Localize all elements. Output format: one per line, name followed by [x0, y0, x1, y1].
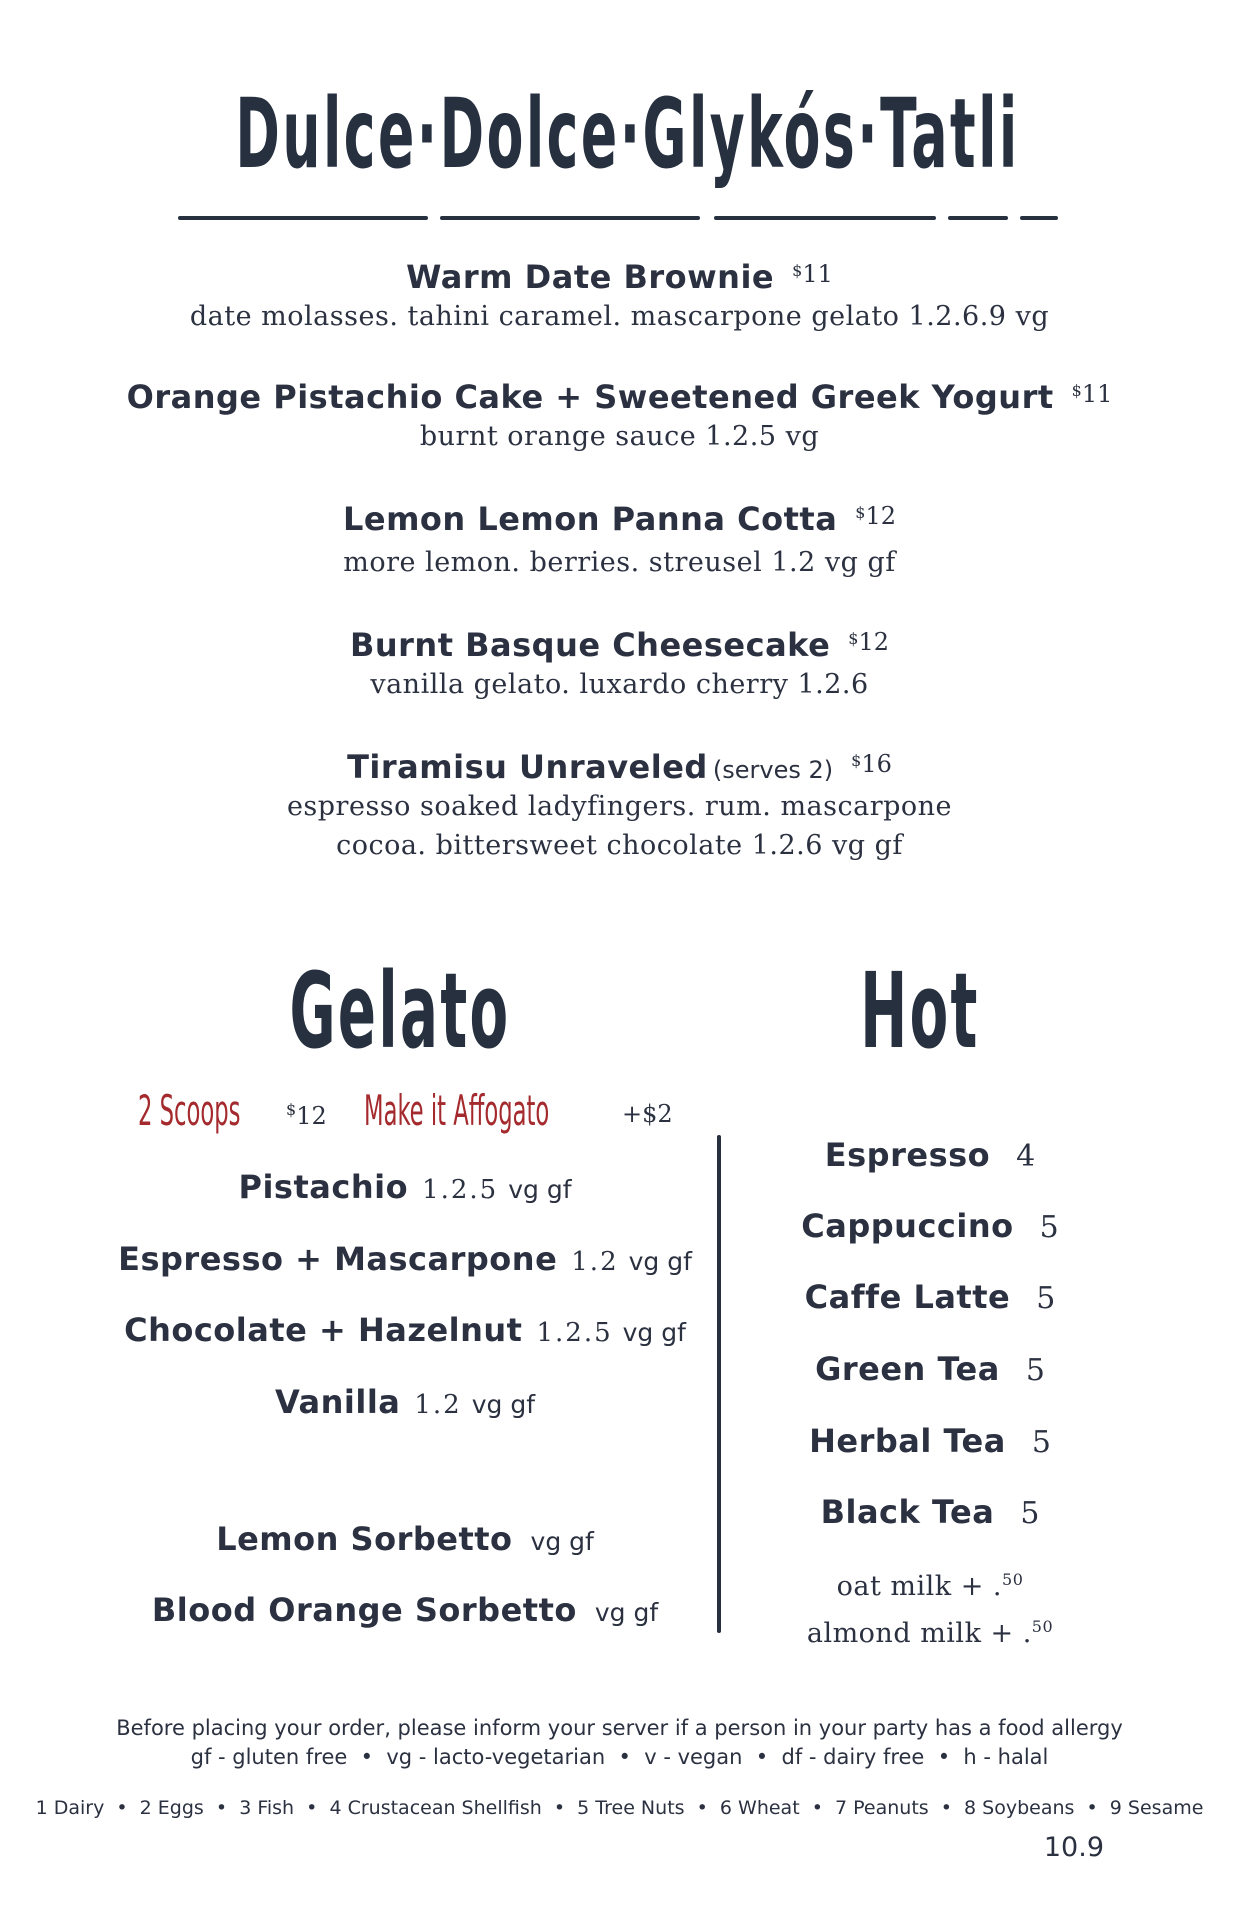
- gelato-title: Gelato: [289, 950, 511, 1072]
- dessert-description: espresso soaked ladyfingers. rum. mascarpone: [286, 791, 953, 822]
- dessert-name: Orange Pistachio Cake + Sweetened Greek Yogurt: [126, 378, 1054, 416]
- gelato-tags: vg gf: [594, 1598, 659, 1627]
- gelato-tags: vg gf: [508, 1175, 572, 1204]
- dessert-name: Tiramisu Unraveled: [347, 748, 708, 786]
- dessert-description: cocoa. bittersweet chocolate 1.2.6 vg gf: [336, 830, 903, 861]
- hot-item: [780, 1422, 1080, 1460]
- dessert-description: vanilla gelato. luxardo cherry 1.2.6: [370, 669, 869, 700]
- gelato-allergens: 1.2.5: [422, 1175, 499, 1205]
- column-divider: [717, 1135, 721, 1633]
- hot-title: Hot: [860, 950, 980, 1072]
- hot-name: Herbal Tea: [809, 1422, 1006, 1460]
- gelato-name: Blood Orange Sorbetto: [151, 1591, 577, 1629]
- gelato-tags: vg gf: [530, 1527, 594, 1556]
- gelato-name: Espresso + Mascarpone: [118, 1240, 558, 1278]
- hot-price: 5: [1036, 1281, 1056, 1316]
- gelato-item: [110, 1240, 700, 1278]
- dessert-name: Burnt Basque Cheesecake: [349, 626, 831, 664]
- gelato-tags: vg gf: [471, 1390, 536, 1419]
- dessert-price: $12: [848, 628, 890, 656]
- hot-price: 5: [1025, 1353, 1045, 1388]
- dessert-name: Lemon Lemon Panna Cotta: [342, 500, 838, 538]
- diet-key: gf - gluten free • vg - lacto-vegetarian • v - vegan • df - dairy free • h - halal: [190, 1745, 1049, 1769]
- hot-name: Cappuccino: [801, 1207, 1014, 1245]
- sorbetto-item: [110, 1520, 700, 1558]
- gelato-name: Lemon Sorbetto: [216, 1520, 513, 1558]
- hot-item: [780, 1207, 1080, 1245]
- gelato-name: Chocolate + Hazelnut: [124, 1311, 523, 1349]
- gelato-tags: vg gf: [628, 1247, 692, 1276]
- gelato-allergens: 1.2.5: [536, 1318, 613, 1348]
- dessert-price: $11: [1071, 380, 1113, 408]
- hot-price: 4: [1016, 1139, 1036, 1174]
- hot-item: [780, 1136, 1080, 1174]
- dessert-item: [0, 626, 1239, 703]
- dessert-description: date molasses. tahini caramel. mascarpone gelato 1.2.6.9 vg: [189, 301, 1050, 332]
- hot-item: [780, 1493, 1080, 1531]
- dessert-serves: (serves 2): [712, 756, 834, 784]
- gelato-allergens: 1.2: [414, 1390, 462, 1420]
- dessert-item: [0, 748, 1239, 864]
- hot-name: Black Tea: [820, 1493, 995, 1531]
- allergy-notice: Before placing your order, please inform your server if a person in your party has a food allergy: [116, 1716, 1123, 1740]
- hot-name: Espresso: [824, 1136, 991, 1174]
- gelato-tags: vg gf: [622, 1318, 686, 1347]
- dessert-item: [0, 500, 1239, 581]
- oat-milk-addon: oat milk + .$^{50}$: [836, 1570, 1024, 1602]
- sorbetto-item: [110, 1591, 700, 1629]
- almond-milk-addon: almond milk + .$^{50}$: [806, 1617, 1054, 1649]
- dessert-item: [0, 258, 1239, 335]
- page-number: 10.9: [1043, 1832, 1104, 1863]
- dessert-price: $12: [855, 502, 897, 530]
- hot-name: Caffe Latte: [804, 1278, 1011, 1316]
- gelato-name: Pistachio: [238, 1168, 409, 1206]
- gelato-item: [110, 1168, 700, 1206]
- affogato-price: +$2: [622, 1100, 673, 1128]
- hot-item: [780, 1350, 1080, 1388]
- allergen-key: 1 Dairy • 2 Eggs • 3 Fish • 4 Crustacean Shellfish • 5 Tree Nuts • 6 Wheat • 7 Peanuts • 8 Soybeans • 9 Sesame: [35, 1797, 1204, 1819]
- hot-item: [780, 1278, 1080, 1316]
- scoops-label: 2 Scoops: [138, 1086, 241, 1135]
- dessert-price: $11: [792, 260, 833, 288]
- hot-name: Green Tea: [815, 1350, 1000, 1388]
- affogato-label: Make it Affogato: [364, 1086, 550, 1135]
- dessert-description: more lemon. berries. streusel 1.2 vg gf: [343, 547, 896, 578]
- gelato-name: Vanilla: [274, 1383, 401, 1421]
- menu-title: Dulce·Dolce·Glykós·Tatli: [235, 78, 1020, 190]
- gelato-allergens: 1.2: [571, 1247, 619, 1277]
- dessert-name: Warm Date Brownie: [406, 258, 775, 296]
- dessert-item: [0, 378, 1239, 455]
- dessert-description: burnt orange sauce 1.2.5 vg: [419, 421, 820, 452]
- scoops-price: $12: [286, 1100, 327, 1130]
- dessert-price: $16: [851, 750, 892, 778]
- hot-price: 5: [1031, 1425, 1051, 1460]
- title-underline: [178, 216, 1058, 220]
- gelato-item: [110, 1383, 700, 1421]
- gelato-item: [110, 1311, 700, 1349]
- hot-price: 5: [1039, 1210, 1059, 1245]
- hot-price: 5: [1020, 1496, 1040, 1531]
